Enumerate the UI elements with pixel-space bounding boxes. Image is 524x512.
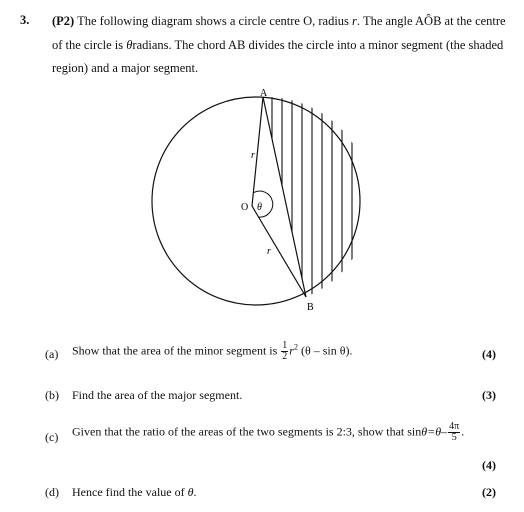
part-c-label: (c) [45,430,59,444]
part-a-text [72,341,352,362]
part-d-text [72,485,197,500]
part-b-label: (b) [45,388,59,402]
part-b-text: Find the area of the major segment. [72,388,243,402]
part-d-marks: (2) [482,485,496,499]
label-r-lower: r [267,246,271,257]
fraction-four-pi-over-five [448,422,460,443]
label-r-upper: r [251,150,255,161]
part-d-tail: . [193,485,197,499]
part-b-marks: (3) [482,388,496,402]
question-number: 3. [20,13,30,27]
radius-variable: r [289,343,294,358]
part-a-label: (a) [45,347,59,361]
label-o: O [241,202,249,213]
part-d-statement: Hence find the value of [72,485,188,499]
part-a-tail: (θ – sin θ). [297,343,353,358]
circle [152,97,360,305]
part-a-statement: Show that the area of the minor segment is [72,343,281,358]
question-line-1-text: The following diagram shows a circle centre O, radius [77,14,353,28]
part-d-label: (d) [45,485,59,499]
fraction-numerator: 1 [282,340,288,351]
question-line-1-tail: . The angle AÔB at the centre [356,14,506,28]
theta-variable: θ [126,38,133,52]
part-c-text [72,422,464,443]
question-line-2-text: of the circle is [52,38,127,52]
exponent: 2 [293,342,298,352]
label-b: B [307,302,314,313]
fraction-denominator: 5 [451,432,457,443]
question-line-3: region) and a major segment. [52,61,199,75]
radius-ob [252,206,306,297]
theta-variable: θ [187,485,194,499]
part-c-marks: (4) [482,458,496,472]
question-line-2-tail: radians. The chord AB divides the circle into a minor segment (the shaded [132,38,504,52]
label-a: A [260,88,268,99]
part-c-statement: Given that the ratio of the areas of the two segments is 2:3, show that sin [72,424,422,439]
part-c-equation: θ=θ– [421,424,448,439]
fraction-denominator: 2 [282,351,288,362]
shaded-minor-segment [272,96,352,300]
label-theta: θ [257,202,262,213]
fraction-half [281,341,288,362]
chord-ab [263,97,306,297]
fraction-numerator: 4π [449,421,460,432]
part-a-marks: (4) [482,347,496,361]
radius-variable: r [352,14,357,28]
part-c-tail: . [461,424,465,439]
question-tag: (P2) [52,14,75,28]
